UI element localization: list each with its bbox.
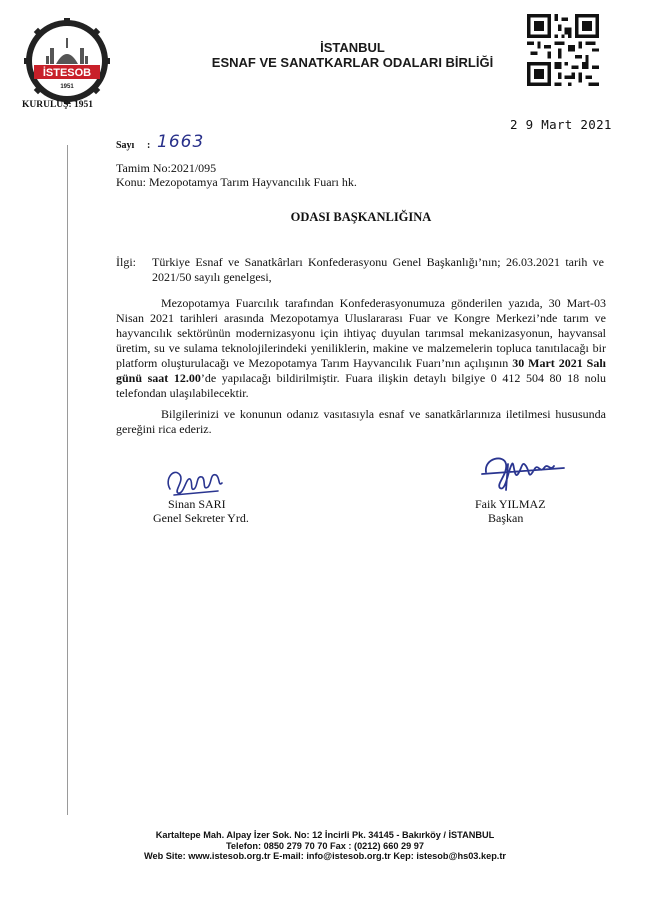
signatory-right-name: Faik YILMAZ xyxy=(475,497,546,511)
org-city: İSTANBUL xyxy=(320,40,385,55)
signatory-left-name: Sinan SARI xyxy=(168,497,226,511)
signatory-left-title: Genel Sekreter Yrd. xyxy=(153,511,249,525)
recipient-heading: ODASI BAŞKANLIĞINA xyxy=(290,210,432,224)
para1-text-b: ’de yapılacağı bildirilmiştir. Fuara ilişkin detaylı bilgiye 0 412 504 80 18 nolu telefondan ulaşılabilecektir. xyxy=(116,371,607,400)
subject-line: Konu: Mezopotamya Tarım Hayvancılık Fuarı hk. xyxy=(116,175,357,189)
istesob-logo xyxy=(24,18,110,104)
footer-contact xyxy=(110,830,540,862)
body-paragraph-1 xyxy=(116,296,606,401)
logo-year: 1951 xyxy=(60,84,74,90)
footer-phone: Telefon: 0850 279 70 70 Fax : (0212) 660 29 97 xyxy=(226,840,424,851)
org-heading xyxy=(190,40,515,70)
number-colon: : xyxy=(147,140,151,151)
logo-wordmark: İSTESOB xyxy=(42,67,92,79)
signatory-right-title: Başkan xyxy=(488,511,524,525)
document-number: 1663 xyxy=(157,132,205,152)
qr-code xyxy=(527,14,599,86)
number-label: Sayı xyxy=(116,140,135,151)
para1-text-a: Mezopotamya Fuarcılık tarafından Konfederasyonumuza gönderilen yazıda, 30 Mart-03 Nisan 2021 tarihleri arasında Mezopotamya Uluslararası Fuar ve Kongre Merkezi’nde tarım ve hayvancılık sektörünün modernizasyonu için ihtiyaç duyulan tarımsal mekanizasyonun, hayvansal üretim, su ve sulama teknolojilerindeki yeniliklerin, makine ve malzemelerin topluca tanıtılacağı bir platform oluşturulacağı ve Mezopotamya Tarım Hayvancılık Fuarı’nın açılışının xyxy=(116,296,606,370)
footer-address: Kartaltepe Mah. Alpay İzer Sok. No: 12 İncirli Pk. 34145 - Bakırköy / İSTANBUL xyxy=(155,830,495,840)
footer-web: Web Site: www.istesob.org.tr E-mail: info@istesob.org.tr Kep: istesob@hs03.kep.tr xyxy=(144,851,506,862)
reference-label: İlgi: xyxy=(116,255,136,269)
circular-number: Tamim No:2021/095 xyxy=(116,161,217,175)
margin-rule xyxy=(67,145,68,815)
signature-right xyxy=(478,450,568,494)
signature-left xyxy=(160,461,230,501)
founded-text: KURULUŞ: 1951 xyxy=(22,100,93,110)
body-paragraph-2: Bilgilerinizi ve konunun odanız vasıtasıyla esnaf ve sanatkârlarınıza iletilmesi hususunda gereğini rica ederiz. xyxy=(116,407,606,436)
org-name: ESNAF VE SANATKARLAR ODALARI BİRLİĞİ xyxy=(211,55,494,70)
para1-highlight: 30 Mart 2021 Salı günü saat 12.00 xyxy=(116,356,606,385)
reference-text: Türkiye Esnaf ve Sanatkârları Konfederasyonu Genel Başkanlığı’nın; 26.03.2021 tarih ve 2021/50 sayılı genelgesi, xyxy=(152,255,604,284)
date-stamp: 2 9 Mart 2021 xyxy=(510,117,612,132)
